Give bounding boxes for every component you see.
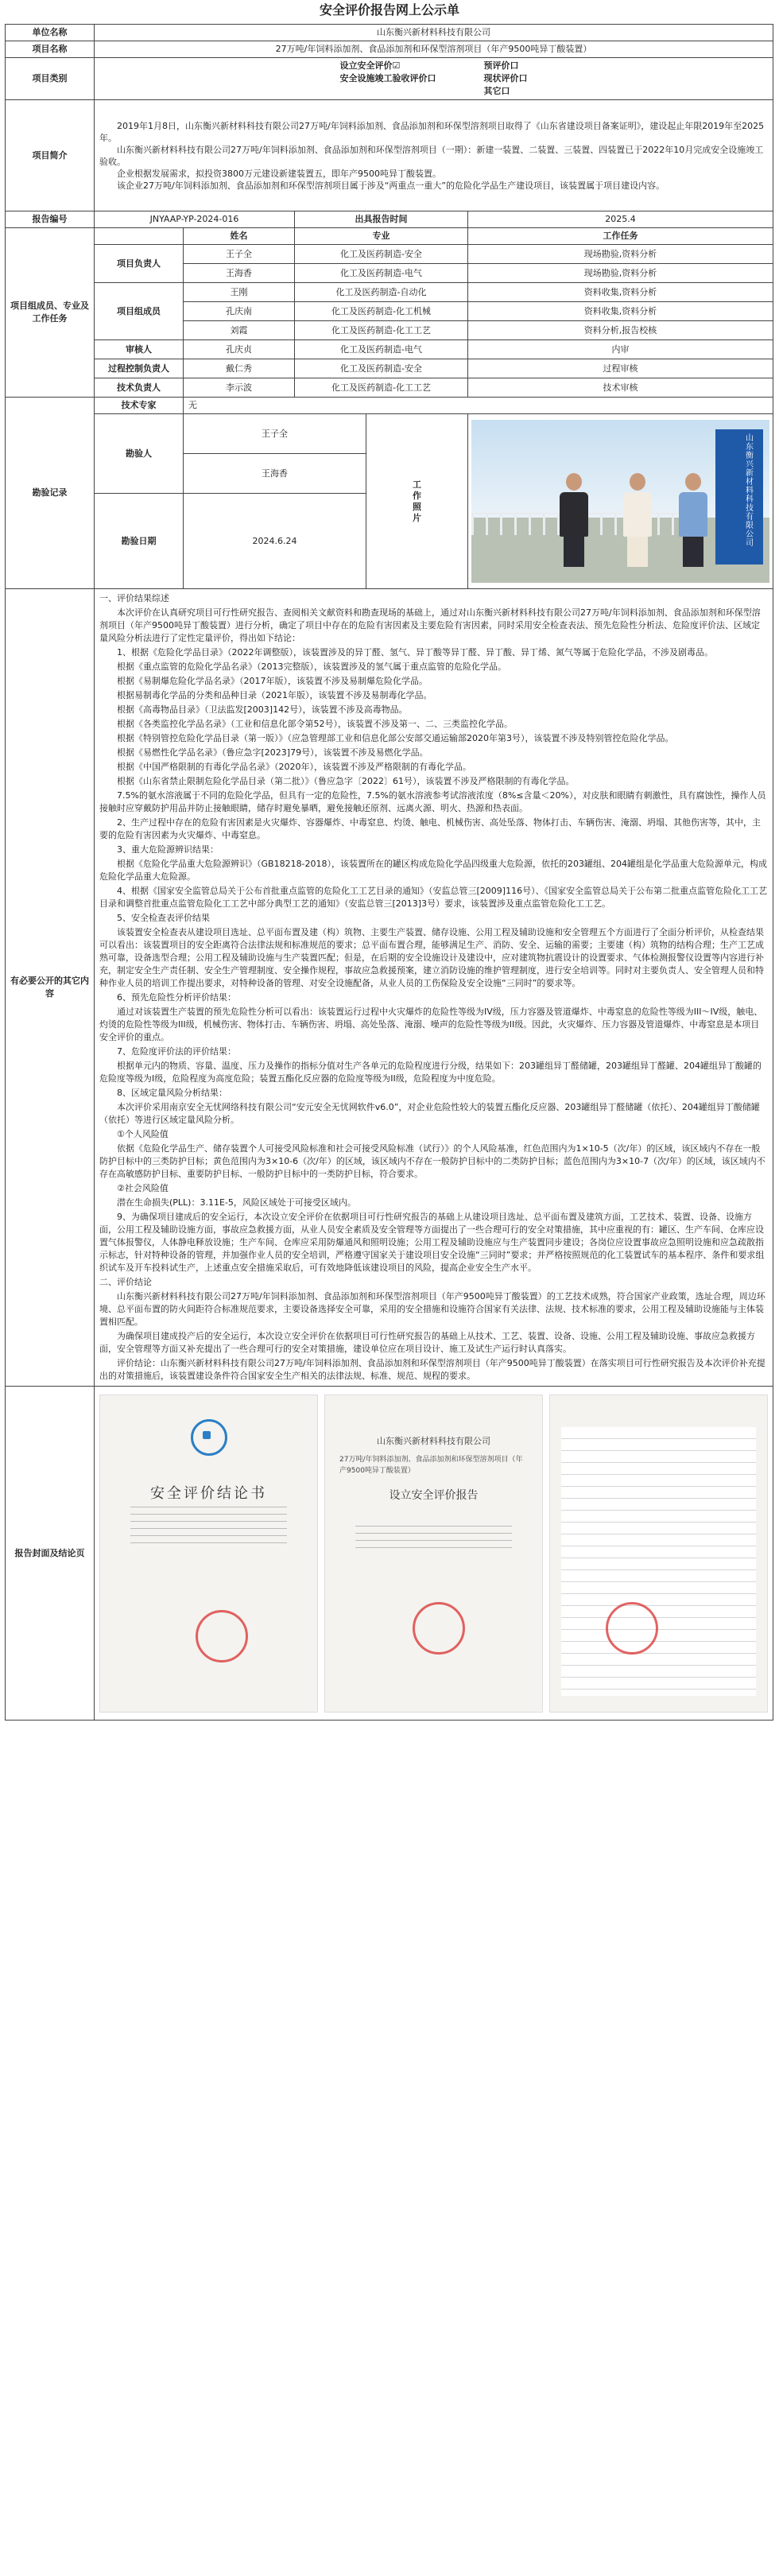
team-header-task: 工作任务 [468, 228, 773, 245]
project-name-value: 27万吨/年饲料添加剂、食品添加剂和环保型溶剂项目（年产9500吨异丁酸装置） [95, 41, 773, 58]
opinion-paragraph: 根据《特别管控危险化学品目录（第一版）》（应急管理部工业和信息化部公安部交通运输部2020年第3号），该装置不涉及特别管控危险化学品。 [117, 733, 674, 743]
team-member-name: 戴仁秀 [184, 359, 295, 378]
person-figure [622, 473, 653, 568]
work-photo [468, 414, 773, 589]
opinion-paragraph: 根据单元内的物质、容量、温度、压力及操作的指标分值对生产各单元的危险程度进行分级，结果如下：203罐组异丁醛储罐，203罐组异丁醛罐、204罐组异丁酸罐的危险度等级为I级，危险程度为高度危险；装置五酯化反应器的危险度等级为II级，危险程度为中度危险。 [99, 1061, 762, 1084]
stamp-icon [606, 1602, 658, 1655]
team-role: 过程控制负责人 [95, 359, 184, 378]
surveyor-name: 王子全 [184, 414, 366, 454]
category-option-other: 其它口 [483, 86, 510, 96]
photo-label-text: 工作照片 [413, 479, 421, 523]
sign-char: 科 [746, 495, 754, 504]
sign-char: 有 [746, 513, 754, 522]
category-label: 项目类别 [6, 58, 95, 100]
cover-doc-1 [99, 1395, 318, 1713]
intro-paragraph: 山东衡兴新材料科技有限公司27万吨/年饲料添加剂、食品添加剂和环保型溶剂项目（一期）：新建一装置、二装置、三装置、四装置已于2022年10月完成安全设施竣工验收。 [99, 144, 764, 167]
opinion-paragraph: 本次评价采用南京安全无忧网络科技有限公司“安元安全无忧网软件v6.0”，对企业危险性较大的装置五酯化反应器、203罐组异丁醛储罐（依托）、204罐组异丁酸储罐（依托）等进行区域定量风险分析。 [99, 1102, 760, 1125]
person-figure [678, 473, 708, 568]
opinion-paragraph: 根据《中国严格限制的有毒化学品名录》（2020年），该装置不涉及严格限制的有毒化学品。 [117, 762, 471, 772]
cover-section-label: 报告封面及结论页 [6, 1387, 95, 1721]
opinion-paragraph: 1、根据《危险化学品目录》（2022年调整版），该装置涉及的异丁醛、氢气、异丁酸等异丁醛、异丁酸、异丁烯、氮气等属于危险化学品，不涉及剧毒品。 [117, 647, 713, 658]
team-header-role [95, 228, 184, 245]
work-photo-image [471, 420, 769, 583]
sign-char: 技 [746, 504, 754, 513]
opinion-paragraph: 2、生产过程中存在的危险有害因素是火灾爆炸、容器爆炸、中毒窒息、灼烫、触电、机械伤害、高处坠落、物体打击、车辆伤害、淹溺、坍塌、其他伤害等，其中，主要的危险有害因素为火灾爆炸、中毒窒息。 [99, 817, 761, 840]
cover-doc-1-title: 安全评价结论书 [150, 1484, 267, 1502]
page-title: 安全评价报告网上公示单 [319, 2, 459, 17]
sign-char: 司 [746, 539, 754, 548]
team-member-task: 技术审核 [468, 378, 773, 398]
team-role: 审核人 [95, 340, 184, 359]
sign-char: 公 [746, 530, 754, 539]
intro-paragraph: 该企业27万吨/年饲料添加剂、食品添加剂和环保型溶剂项目属于涉及“两重点一重大”的危险化学品生产建设项目，该装置属于项目建设内容。 [117, 180, 665, 191]
report-date-label: 出具报告时间 [295, 211, 468, 228]
team-member-major: 化工及医药制造-自动化 [295, 283, 468, 302]
sign-char: 衡 [746, 452, 754, 460]
opinion-paragraph: 依据《危险化学品生产、储存装置个人可接受风险标准和社会可接受风险标准（试行）》的个人风险基准，红色范围内为1×10-5（次/年）的区域，该区域内不存在一般防护目标中的三类防护目标；黄色范围内为3×10-6（次/年）的区域，该区域内不存在一般防护目标中的二类防护目标；蓝色范围内为3×10-7（次/年）的区域，该区域内不存在高敏感防护目标、重要防护目标、一般防护目标中的一类防护目标，符合要求。 [99, 1143, 765, 1179]
sign-char: 兴 [746, 460, 754, 469]
report-date-value: 2025.4 [468, 211, 773, 228]
team-member-name: 王子全 [184, 245, 295, 264]
team-member-major: 化工及医药制造-化工机械 [295, 302, 468, 321]
category-option-status: 现状评价口 [483, 73, 528, 83]
opinion-paragraph: 根据易制毒化学品的分类和品种目录（2021年版），该装置不涉及易制毒化学品。 [117, 690, 432, 700]
opinion-paragraph: 4、根据《国家安全监管总局关于公布首批重点监管的危险化工工艺目录的通知》（安监总管三[2009]116号）、《国家安全监管总局关于公布第二批重点监管危险化工工艺目录和调整首批重点监管危险化工工艺中部分典型工艺的通知》（安监总管三[2013]3号）要求，该装置涉及重点监管危险化工工艺。 [99, 886, 768, 909]
team-member-task: 资料收集,资料分析 [468, 283, 773, 302]
opinion-paragraph: 该装置安全检查表从建设项目选址、总平面布置及建（构）筑物、主要生产装置、储存设施、公用工程及辅助设施和安全管理五个方面进行了全面分析评价，从检查结果可以看出：该装置项目的安全距离符合法律法规和标准规范的要求；总平面布置合理，能够满足生产、消防、安全、运输的需要；主要建（构）筑物的结构合理；生产工艺成熟可靠，设备选型合理；公用工程及辅助设施与生产装置匹配；但是，在后期的安全设施设计及建设中，应对建筑物抗震设计的设置要求、气体检测报警仪设置等内容进行补充，制定安全生产责任制、安全生产管理制度、安全操作规程，事故应急救援预案，建立消防设施的维护管理制度，进行安全培训等。同时对主要负责人、安全管理人员和特种作业人员的培训工作提出要求，对特种设备的管理、对安全设施配备，从业人员的工伤保险及安全设施“三同时”的要求等。 [99, 927, 764, 988]
stamp-icon [413, 1602, 465, 1655]
cover-doc-2-title: 设立安全评价报告 [389, 1488, 479, 1502]
expert-label: 技术专家 [95, 398, 184, 414]
opinion-paragraph: 通过对该装置生产装置的预先危险性分析可以看出：该装置运行过程中火灾爆炸的危险性等级为IV级，压力容器及管道爆炸、中毒窒息的危险性等级为III～IV级，触电、灼烫的危险性等级为III级，机械伤害、物体打击、车辆伤害、坍塌、高处坠落、淹溺、噪声的危险性等级为II级。因此，火灾爆炸、压力容器及管道爆炸、中毒窒息是本项目安全评价的重点。 [99, 1007, 763, 1042]
report-table [5, 24, 773, 1721]
cover-doc-2-project: 27万吨/年饲料添加剂、食品添加剂和环保型溶剂项目（年产9500吨异丁酸装置） [339, 1455, 523, 1475]
team-section-label: 项目组成员、专业及工作任务 [6, 228, 95, 398]
opinion-paragraph: 根据《易燃性化学品名录》（鲁应急字[2023]79号），该装置不涉及易燃化学品。 [117, 747, 428, 758]
team-member-name: 王海香 [184, 264, 295, 283]
team-role: 项目负责人 [95, 245, 184, 283]
sign-char: 新 [746, 469, 754, 478]
team-member-major: 化工及医药制造-化工工艺 [295, 378, 468, 398]
survey-section-label: 勘验记录 [6, 398, 95, 589]
opinion-paragraph: 一、评价结果综述 [99, 593, 169, 603]
team-member-major: 化工及医药制造-安全 [295, 359, 468, 378]
intro-text [95, 100, 773, 211]
opinion-paragraph: ②社会风险值 [117, 1183, 169, 1193]
team-member-name: 孔庆贞 [184, 340, 295, 359]
category-options [95, 58, 773, 100]
cover-doc-3 [549, 1395, 768, 1713]
intro-paragraph: 2019年1月8日，山东衡兴新材料科技有限公司27万吨/年饲料添加剂、食品添加剂和环保型溶剂项目取得了《山东省建设项目备案证明》，建设起止年限2019年至2025年。 [99, 120, 765, 143]
sign-char: 山 [746, 434, 754, 443]
survey-date-value: 2024.6.24 [184, 494, 366, 589]
team-member-major: 化工及医药制造-安全 [295, 245, 468, 264]
team-member-name: 王刚 [184, 283, 295, 302]
opinion-paragraph: 5、安全检查表评价结果 [117, 913, 210, 923]
team-role: 技术负责人 [95, 378, 184, 398]
team-header-name: 姓名 [184, 228, 295, 245]
intro-paragraph: 企业根据发展需求，拟投资3800万元建设新建装置五，即年产9500吨异丁酸装置。 [117, 168, 441, 179]
opinion-paragraph: 9、为确保项目建成后的安全运行，本次设立安全评价在依据项目可行性研究报告的基础上从建设项目选址、总平面布置及建筑方面，工艺技术、装置、设备、设施方面，公用工程及辅助设施方面，事故应急救援方面，从业人员安全素质及安全管理等方面提出了一些合理可行的安全对策措施，其中应重视的有：罐区、生产车间、仓库应设置气体报警仪，人体静电释放设施；生产车间、仓库应采用防爆通风和照明设施；公用工程及辅助设施应与生产装置同步建设；各岗位应设置事故应急照明设施和应急疏散指示标志，针对特种设备的管理，并加强作业人员的安全培训，严格遵守国家关于建设项目安全设施“三同时”要求；并严格按照规范的化工装置试车的基本程序、条件和要求组织试车及开车投料试生产，上述重点安全措施采取后，可有效地降低该建设项目的风险，提高企业安全生产水平。 [99, 1212, 765, 1273]
team-member-major: 化工及医药制造-化工工艺 [295, 321, 468, 340]
team-header-major: 专业 [295, 228, 468, 245]
cover-images [95, 1387, 773, 1721]
team-member-major: 化工及医药制造-电气 [295, 340, 468, 359]
expert-value: 无 [184, 398, 773, 414]
team-role: 项目组成员 [95, 283, 184, 340]
unit-value: 山东衡兴新材料科技有限公司 [95, 25, 773, 41]
opinion-paragraph: 7、危险度评价法的评价结果： [117, 1046, 236, 1057]
opinion-paragraph: 潜在生命损失(PLL)：3.11E-5，风险区域处于可接受区域内。 [117, 1197, 356, 1208]
cover-doc-2-company: 山东衡兴新材料科技有限公司 [377, 1435, 491, 1446]
team-member-task: 内审 [468, 340, 773, 359]
sign-char: 限 [746, 522, 754, 530]
unit-label: 单位名称 [6, 25, 95, 41]
project-name-label: 项目名称 [6, 41, 95, 58]
photo-label [366, 414, 468, 589]
opinion-paragraph: 根据《山东省禁止限制危险化学品目录（第二批）》（鲁应急字〔2022〕61号），该装置不涉及严格限制的有毒化学品。 [117, 776, 575, 786]
opinion-paragraph: 根据《重点监管的危险化学品名录》（2013完整版），该装置涉及的氢气属于重点监管的危险化学品。 [117, 661, 506, 672]
stamp-icon [196, 1610, 248, 1662]
logo-icon [191, 1419, 227, 1456]
report-no-label: 报告编号 [6, 211, 95, 228]
team-member-major: 化工及医药制造-电气 [295, 264, 468, 283]
opinion-paragraph: 根据《高毒物品目录》（卫法监发[2003]142号），该装置不涉及高毒物品。 [117, 704, 408, 715]
team-member-task: 资料分析,报告校核 [468, 321, 773, 340]
person-figure [559, 473, 589, 568]
survey-date-label: 勘验日期 [95, 494, 184, 589]
sign-char: 料 [746, 487, 754, 495]
report-no-value: JNYAAP-YP-2024-016 [95, 211, 295, 228]
surveyor-name: 王海香 [184, 454, 366, 494]
team-member-task: 过程审核 [468, 359, 773, 378]
opinion-section-label: 有必要公开的其它内容 [6, 589, 95, 1387]
opinion-paragraph: 评价结论：山东衡兴新材料科技有限公司27万吨/年饲料添加剂、食品添加剂和环保型溶剂项目（年产9500吨异丁酸装置）在落实项目可行性研究报告及本次评价补充提出的对策措施后，该装置建设条件符合国家安全生产相关的法律法规、标准、规范、规程的要求。 [99, 1358, 765, 1381]
opinion-paragraph: 根据《危险化学品重大危险源辨识》（GB18218-2018），该装置所在的罐区构成危险化学品四级重大危险源，依托的203罐组、204罐组是化学品重大危险源单元，构成危险化学品重大危险源。 [99, 859, 768, 882]
category-option-setup: 设立安全评价☑ [339, 60, 401, 71]
category-option-acceptance: 安全设施竣工验收评价口 [339, 73, 436, 83]
opinion-paragraph: 二、评价结论 [99, 1277, 152, 1287]
opinion-paragraph: 根据《易制爆危险化学品名录》（2017年版），该装置不涉及易制爆危险化学品。 [117, 676, 428, 686]
company-sign-text [746, 434, 757, 548]
team-member-name: 李示波 [184, 378, 295, 398]
team-member-name: 孔庆南 [184, 302, 295, 321]
opinion-paragraph: 8、区域定量风险分析结果： [117, 1088, 227, 1098]
opinion-paragraph: 本次评价在认真研究项目可行性研究报告、查阅相关文献资料和勘查现场的基础上，通过对山东衡兴新材料科技有限公司27万吨/年饲料添加剂、食品添加剂和环保型溶剂项目（年产9500吨异丁酸装置）进行分析，确定了项目中存在的危险有害因素及主要危险有害因素，同时采用安全检查表法、预先危险性分析法、危险度评价法、区域定量风险分析法进行了定性定量评价，得出如下结论： [99, 607, 761, 643]
team-member-name: 刘霞 [184, 321, 295, 340]
team-member-task: 现场勘验,资料分析 [468, 264, 773, 283]
opinion-paragraph: 为确保项目建成投产后的安全运行，本次设立安全评价在依据项目可行性研究报告的基础上从技术、工艺、装置、设备、设施、公用工程及辅助设施、事故应急救援方面，安全管理等方面又补充提出了一些合理可行的安全对策措施，建设单位应在项目设计、施工及试生产运行时认真落实。 [99, 1331, 755, 1354]
sign-char: 东 [746, 443, 754, 452]
opinion-paragraph: 根据《各类监控化学品名录》（工业和信息化部令第52号），该装置不涉及第一、二、三类监控化学品。 [117, 719, 513, 729]
team-member-task: 资料收集,资料分析 [468, 302, 773, 321]
opinion-paragraph: 7.5%的氨水溶液属于不同的危险化学品，但具有一定的危险性，7.5%的氨水溶液参考试溶液浓度（8%≤含量＜20%），对皮肤和眼睛有刺激性，具有腐蚀性，操作人员接触时应穿戴防护用品并防止接触眼睛，储存时避免暴晒，避免接触还原剂、远离火源、明火、热源和热表面。 [99, 790, 766, 813]
opinion-paragraph: 6、预先危险性分析评价结果： [117, 992, 236, 1003]
intro-label: 项目简介 [6, 100, 95, 211]
team-member-task: 现场勘验,资料分析 [468, 245, 773, 264]
opinion-paragraph: 山东衡兴新材料科技有限公司27万吨/年饲料添加剂、食品添加剂和环保型溶剂项目（年产9500吨异丁酸装置）的工艺技术成熟，符合国家产业政策，选址合理，周边环境、总平面布置的防火间距符合标准规范要求，主要设备选择安全可靠，采用的安全措施和设施符合国家有关法律、法规、技术标准的要求，公用工程及辅助设施能与主体装置相匹配。 [99, 1291, 765, 1327]
sign-char: 材 [746, 478, 754, 487]
category-option-pre: 预评价口 [483, 60, 519, 71]
opinion-paragraph: ①个人风险值 [117, 1129, 169, 1139]
opinion-paragraph: 3、重大危险源辨识结果： [117, 844, 219, 855]
cover-doc-2 [324, 1395, 543, 1713]
opinion-text [95, 589, 773, 1387]
surveyor-label: 勘验人 [95, 414, 184, 494]
